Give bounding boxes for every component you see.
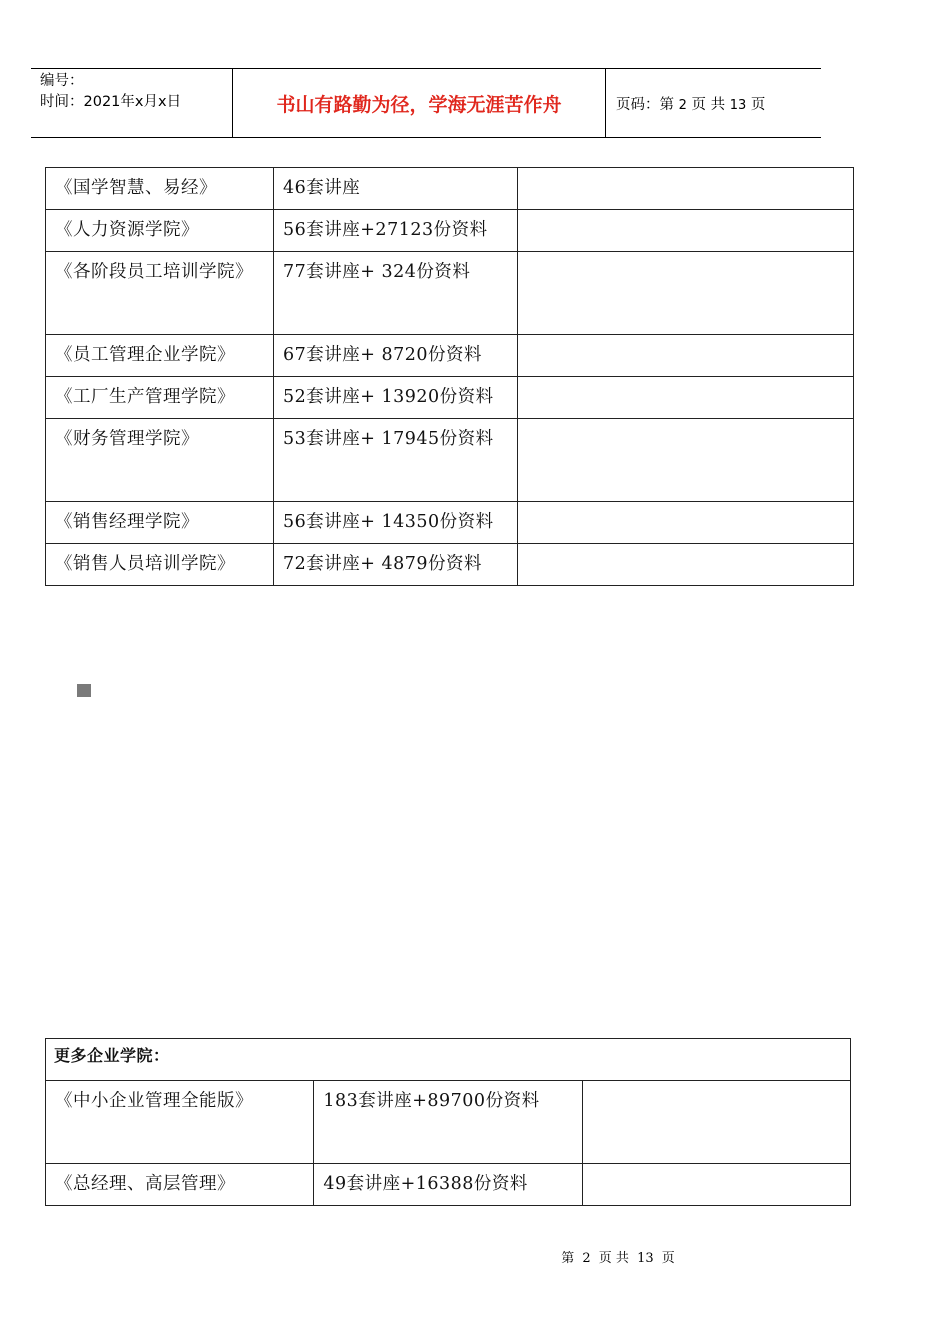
header-divider — [605, 69, 606, 137]
footer-current: 2 — [582, 1251, 591, 1266]
section-title: 更多企业学院： — [46, 1039, 851, 1081]
table-row — [46, 377, 854, 419]
course-detail: 67套讲座+ 8720份资料 — [274, 335, 518, 377]
header-motto: 书山有路勤为径，学海无涯苦作舟 — [276, 93, 562, 116]
table-section-row — [46, 1039, 851, 1081]
course-name: 《中小企业管理全能版》 — [46, 1081, 314, 1164]
page-mid: 页 共 — [691, 97, 726, 113]
course-name: 《国学智慧、易经》 — [46, 168, 274, 210]
course-detail: 72套讲座+ 4879份资料 — [274, 544, 518, 586]
table-row — [46, 502, 854, 544]
course-note — [518, 502, 854, 544]
course-detail: 49套讲座+16388份资料 — [314, 1164, 582, 1206]
course-detail: 77套讲座+ 324份资料 — [274, 252, 518, 335]
course-name: 《员工管理企业学院》 — [46, 335, 274, 377]
course-name: 《销售经理学院》 — [46, 502, 274, 544]
course-name: 《人力资源学院》 — [46, 210, 274, 252]
course-name: 《工厂生产管理学院》 — [46, 377, 274, 419]
page-current: 2 — [678, 98, 687, 113]
course-detail: 183套讲座+89700份资料 — [314, 1081, 582, 1164]
table-row — [46, 544, 854, 586]
header-meta — [40, 71, 240, 113]
course-name: 《总经理、高层管理》 — [46, 1164, 314, 1206]
course-detail: 56套讲座+27123份资料 — [274, 210, 518, 252]
footer-last: 页 — [661, 1251, 675, 1266]
table-row — [46, 1164, 851, 1206]
course-note — [518, 544, 854, 586]
course-note — [518, 377, 854, 419]
course-detail: 46套讲座 — [274, 168, 518, 210]
course-note — [582, 1164, 850, 1206]
course-detail: 56套讲座+ 14350份资料 — [274, 502, 518, 544]
page-total: 13 — [729, 98, 747, 113]
footer-total: 13 — [637, 1251, 654, 1266]
page-suffix: 页 — [750, 97, 766, 113]
course-detail: 52套讲座+ 13920份资料 — [274, 377, 518, 419]
table-row — [46, 1081, 851, 1164]
number-label: 编号： — [40, 73, 84, 89]
course-note — [518, 168, 854, 210]
page-prefix: 页码：第 — [616, 97, 674, 113]
footer-first: 第 — [561, 1251, 575, 1266]
table-row — [46, 168, 854, 210]
page-header — [31, 68, 821, 138]
footer-mid: 页 共 — [598, 1251, 629, 1266]
table-row — [46, 335, 854, 377]
course-name: 《各阶段员工培训学院》 — [46, 252, 274, 335]
course-note — [518, 252, 854, 335]
course-name: 《财务管理学院》 — [46, 419, 274, 502]
gray-square-bullet-icon — [77, 684, 91, 697]
course-note — [518, 419, 854, 502]
time-label: 时间：2021年x月x日 — [40, 94, 182, 110]
course-detail: 53套讲座+ 17945份资料 — [274, 419, 518, 502]
course-name: 《销售人员培训学院》 — [46, 544, 274, 586]
course-note — [582, 1081, 850, 1164]
table-row — [46, 419, 854, 502]
table-row — [46, 210, 854, 252]
course-note — [518, 210, 854, 252]
header-page-number — [616, 93, 765, 114]
course-note — [518, 335, 854, 377]
table-row — [46, 252, 854, 335]
course-table — [45, 167, 854, 586]
page-footer — [0, 1247, 950, 1266]
more-courses-table — [45, 1038, 851, 1206]
